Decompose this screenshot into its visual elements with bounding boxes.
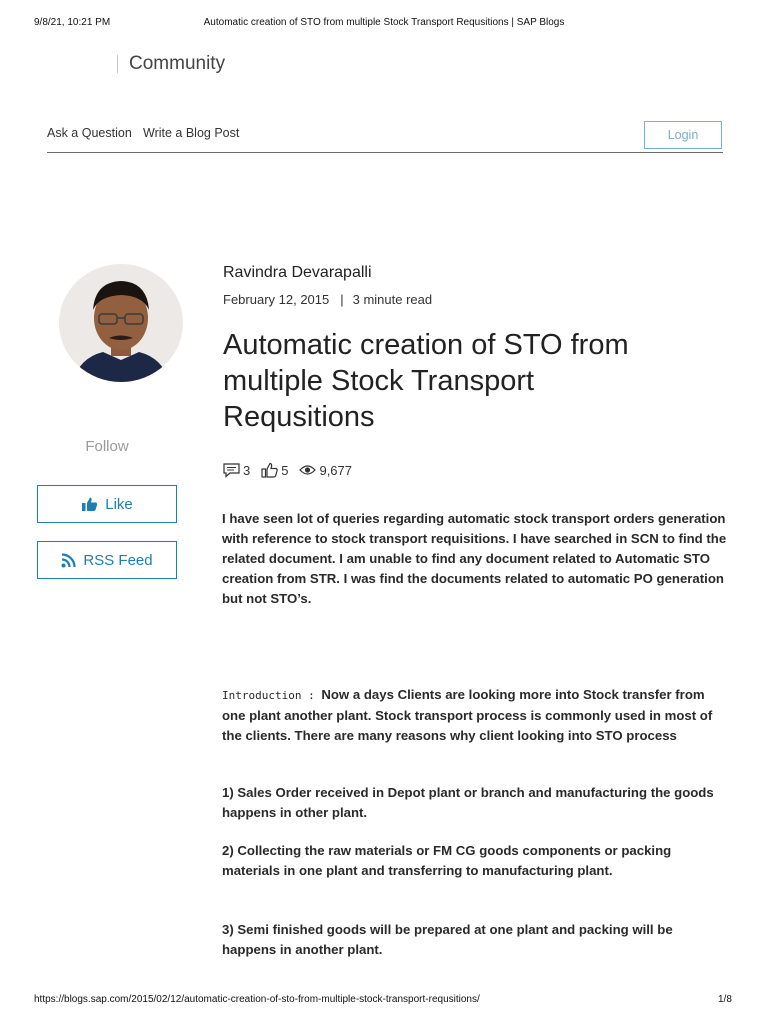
body-paragraph-1: I have seen lot of queries regarding automatic stock transport orders generation with reference to stock transport requisitions. I have searched in SCN to find the related document. I am unable to find any document related to Automatic STO creation from STR. I was find the documents related to automatic PO generation but not STO’s.	[222, 511, 727, 606]
intro-text: Now a days Clients are looking more into Stock transfer from one plant another plant. Stock transport process is commonly used in most of the clients. There are many reasons why client looking into STO process	[222, 687, 713, 743]
post-title: Automatic creation of STO from multiple Stock Transport Requsitions	[223, 329, 629, 433]
community-divider	[117, 55, 118, 73]
follow-button[interactable]: Follow	[85, 438, 129, 455]
print-page-title: Automatic creation of STO from multiple Stock Transport Requsitions | SAP Blogs	[203, 17, 565, 28]
meta-separator: |	[340, 292, 344, 307]
body-paragraph-2	[222, 685, 730, 746]
views-stat	[299, 463, 352, 478]
body-paragraph-3: 1) Sales Order received in Depot plant or branch and manufacturing the goods happens in other plant.	[222, 785, 714, 820]
post-meta	[223, 292, 432, 307]
intro-label: Introduction :	[222, 689, 322, 702]
likes-count: 5	[281, 462, 289, 478]
author-name[interactable]: Ravindra Devarapalli	[223, 264, 372, 281]
ask-question-link[interactable]: Ask a Question	[47, 126, 132, 140]
nav-divider	[47, 152, 723, 153]
avatar-image	[59, 264, 183, 382]
body-paragraph-4: 2) Collecting the raw materials or FM CG goods components or packing materials in one plant and transferring to manufacturing plant.	[222, 843, 672, 878]
thumbs-up-outline-icon	[261, 462, 278, 478]
like-label: Like	[105, 495, 133, 513]
likes-stat[interactable]	[261, 462, 288, 478]
author-avatar[interactable]	[59, 264, 183, 382]
comments-count: 3	[243, 462, 251, 478]
write-blog-link[interactable]: Write a Blog Post	[143, 126, 240, 140]
thumbs-up-icon	[81, 496, 98, 512]
views-count: 9,677	[319, 462, 353, 478]
print-datetime: 9/8/21, 10:21 PM	[34, 17, 111, 28]
rss-icon	[61, 553, 76, 568]
community-link[interactable]: Community	[129, 53, 226, 74]
print-footer-url: https://blogs.sap.com/2015/02/12/automatic-creation-of-sto-from-multiple-stock-transport-requsitions/	[34, 994, 480, 1005]
comments-stat[interactable]	[223, 463, 250, 478]
post-date: February 12, 2015	[223, 292, 330, 307]
eye-icon	[299, 464, 316, 476]
comment-icon	[223, 463, 240, 478]
login-button[interactable]: Login	[644, 121, 722, 149]
read-time: 3 minute read	[352, 292, 433, 307]
body-paragraph-5: 3) Semi finished goods will be prepared at one plant and packing will be happens in another plant.	[222, 922, 673, 957]
post-stats	[223, 462, 363, 478]
like-button[interactable]	[37, 485, 177, 523]
rss-feed-button[interactable]	[37, 541, 177, 579]
rss-label: RSS Feed	[83, 551, 153, 569]
print-page-number: 1/8	[718, 994, 732, 1005]
